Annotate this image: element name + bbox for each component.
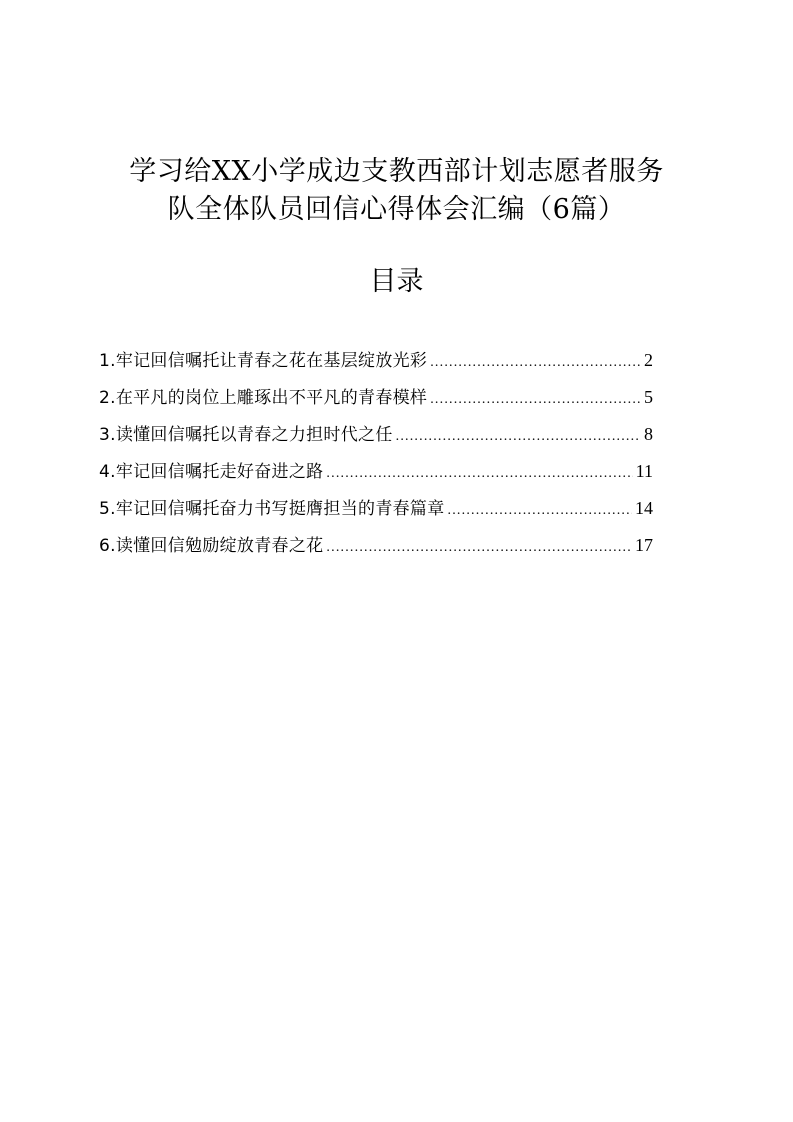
toc-entry[interactable] [99, 419, 653, 456]
document-title-line-1: 学习给XX小学成边支教西部计划志愿者服务 [129, 156, 664, 187]
toc-entry-label: 6.读懂回信勉励绽放青春之花 [99, 536, 324, 556]
document-title-line-2: 队全体队员回信心得体会汇编（6篇） [167, 194, 626, 225]
toc-entry[interactable] [99, 382, 653, 419]
toc-entry-label: 2.在平凡的岗位上雕琢出不平凡的青春模样 [99, 388, 428, 408]
toc-entry-page: 14 [635, 498, 653, 518]
toc-entry-label: 1.牢记回信嘱托让青春之花在基层绽放光彩 [99, 351, 428, 371]
toc-entry-label: 3.读懂回信嘱托以青春之力担时代之任 [99, 425, 393, 445]
toc-entry[interactable] [99, 456, 653, 493]
toc-entry[interactable] [99, 530, 653, 567]
toc-dot-leader [326, 533, 632, 563]
toc-entry-page: 5 [644, 387, 653, 407]
toc-dot-leader [326, 459, 632, 489]
toc-heading: 目录 [369, 266, 424, 297]
toc-entry-label: 5.牢记回信嘱托奋力书写挺膺担当的青春篇章 [99, 499, 445, 519]
toc-entry-page: 17 [635, 535, 653, 555]
toc-dot-leader [430, 385, 641, 415]
toc-entry-page: 11 [635, 461, 653, 481]
toc-entry[interactable] [99, 345, 653, 382]
toc-dot-leader [448, 496, 632, 526]
toc-entry-label: 4.牢记回信嘱托走好奋进之路 [99, 462, 324, 482]
toc-dot-leader [430, 348, 641, 378]
toc-entry-page: 8 [644, 424, 653, 444]
toc-entry[interactable] [99, 493, 653, 530]
toc-entry-page: 2 [644, 350, 653, 370]
table-of-contents [99, 345, 653, 567]
toc-dot-leader [396, 422, 641, 452]
